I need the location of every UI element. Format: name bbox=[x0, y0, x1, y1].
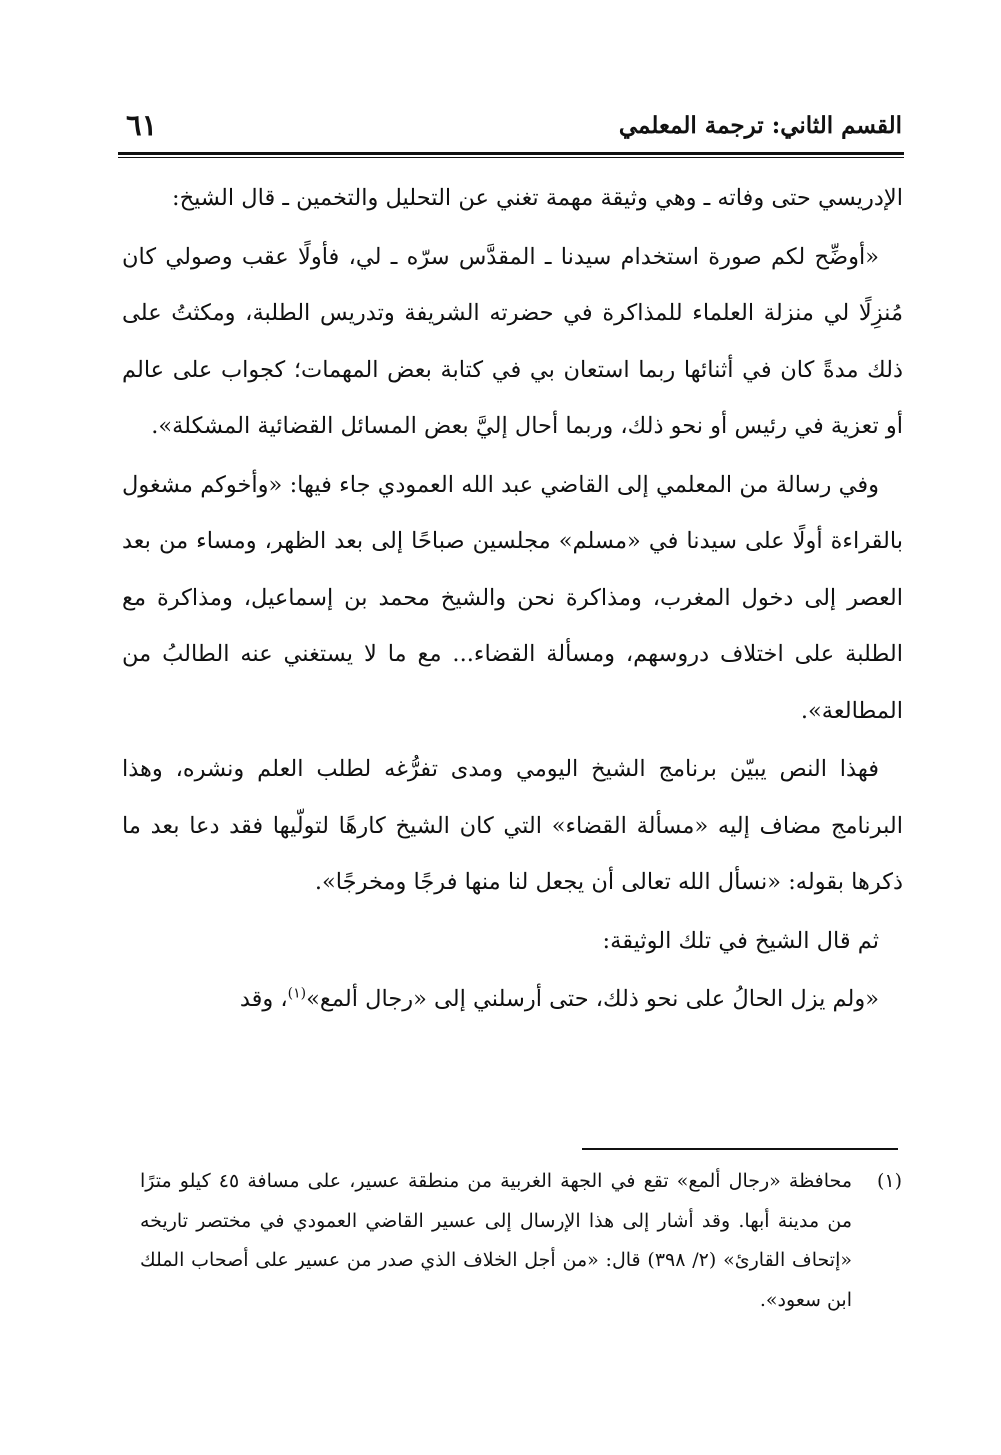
footnote-divider bbox=[582, 1148, 898, 1150]
paragraph-6 bbox=[122, 971, 903, 1028]
footnote-text: محافظة «رجال ألمع» تقع في الجهة الغربية من منطقة عسير، على مسافة ٤٥ كيلو مترًا من مدينة أبها. وقد أشار إلى هذا الإرسال إلى عسير القاضي العمودي في مختصر تاريخه «إتحاف القارئ» (٢/ ٣٩٨) قال: «من أجل الخلاف الذي صدر من عسير على أصحاب الملك ابن سعود». bbox=[140, 1170, 852, 1311]
paragraph-1: الإدريسي حتى وفاته ـ وهي وثيقة مهمة تغني عن التحليل والتخمين ـ قال الشيخ: bbox=[172, 185, 903, 211]
paragraph-3: وفي رسالة من المعلمي إلى القاضي عبد الله العمودي جاء فيها: «وأخوكم مشغول بالقراءة أولًا على سيدنا في «مسلم» مجلسين صباحًا إلى بعد الظهر، ومساء من بعد العصر إلى دخول المغرب، ومذاكرة نحن والشيخ محمد بن إسماعيل، ومذاكرة مع الطلبة على اختلاف دروسهم، ومسألة القضاء... مع ما لا يستغني عنه الطالبُ من المطالعة». bbox=[122, 471, 903, 724]
running-header-title: القسم الثاني: ترجمة المعلمي bbox=[618, 112, 902, 139]
page-number: ٦١ bbox=[126, 108, 158, 142]
header-divider bbox=[118, 152, 904, 158]
main-text bbox=[122, 170, 903, 1030]
footnote-marker: (١) bbox=[287, 985, 307, 1002]
paragraph-4: فهذا النص يبيّن برنامج الشيخ اليومي ومدى تفرُّغه لطلب العلم ونشره، وهذا البرنامج مضاف إليه «مسألة القضاء» التي كان الشيخ كارهًا لتولّيها فقد دعا بعد ما ذكرها بقوله: «نسأل الله تعالى أن يجعل لنا منها فرجًا ومخرجًا». bbox=[122, 756, 903, 895]
paragraph-5: ثم قال الشيخ في تلك الوثيقة: bbox=[602, 927, 879, 954]
footnotes bbox=[140, 1162, 902, 1320]
running-header bbox=[118, 108, 902, 152]
paragraph-2: «أوضِّح لكم صورة استخدام سيدنا ـ المقدَّس سرّه ـ لي، فأولًا عقب وصولي كان مُنزِلًا لي منزلة العلماء للمذاكرة في حضرته الشريفة وتدريس الطلبة، ومكثتُ على ذلك مدةً كان في أثنائها ربما استعان بي في كتابة بعض المهمات؛ كجواب على عالم أو تعزية في رئيس أو نحو ذلك، وربما أحال إليَّ بعض المسائل القضائية المشكلة». bbox=[122, 243, 903, 439]
footnote-1 bbox=[140, 1162, 902, 1320]
footnote-number: (١) bbox=[876, 1170, 902, 1192]
paragraph-6-text-end: ، وقد bbox=[239, 986, 288, 1012]
paragraph-6-text-start: «ولم يزل الحالُ على نحو ذلك، حتى أرسلني إلى «رجال ألمع» bbox=[306, 986, 879, 1012]
